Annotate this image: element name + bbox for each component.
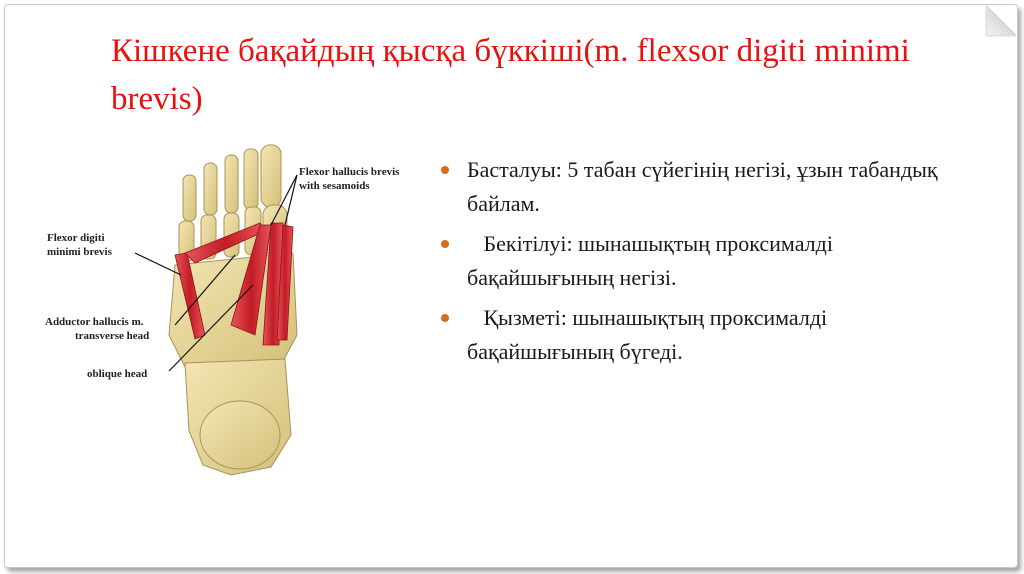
bullet-list: [441, 153, 961, 375]
label-fdmb-2: minimi brevis: [47, 246, 112, 258]
label-adductor-1: Adductor hallucis m.: [45, 316, 144, 328]
list-item: [441, 301, 961, 369]
label-oblique: oblique head: [87, 368, 148, 380]
bullet-text: Басталуы: 5 табан сүйегінің негізі, ұзын табандық байлам.: [467, 157, 938, 216]
page-curl: [987, 5, 1017, 35]
foot-anatomy-figure: [35, 135, 435, 485]
bullet-icon: [441, 314, 449, 322]
slide: [4, 4, 1018, 568]
list-item: [441, 227, 961, 295]
bullet-icon: [441, 166, 449, 174]
bullet-icon: [441, 240, 449, 248]
bullet-text: Бекітілуі: шынашықтың проксималді бақайшығының негізі.: [467, 231, 839, 290]
label-fhb-1: Flexor hallucis brevis: [299, 166, 400, 178]
label-adductor-2: transverse head: [75, 330, 150, 342]
list-item: [441, 153, 961, 221]
slide-title: Кішкене бақайдың қысқа бүккіші(m. flexsor digiti minimi brevis): [111, 33, 910, 117]
label-fhb-2: with sesamoids: [299, 180, 370, 192]
bullet-text: Қызметі: шынашықтың проксималді бақайшығының бүгеді.: [467, 305, 833, 364]
label-fdmb-1: Flexor digiti: [47, 232, 105, 244]
